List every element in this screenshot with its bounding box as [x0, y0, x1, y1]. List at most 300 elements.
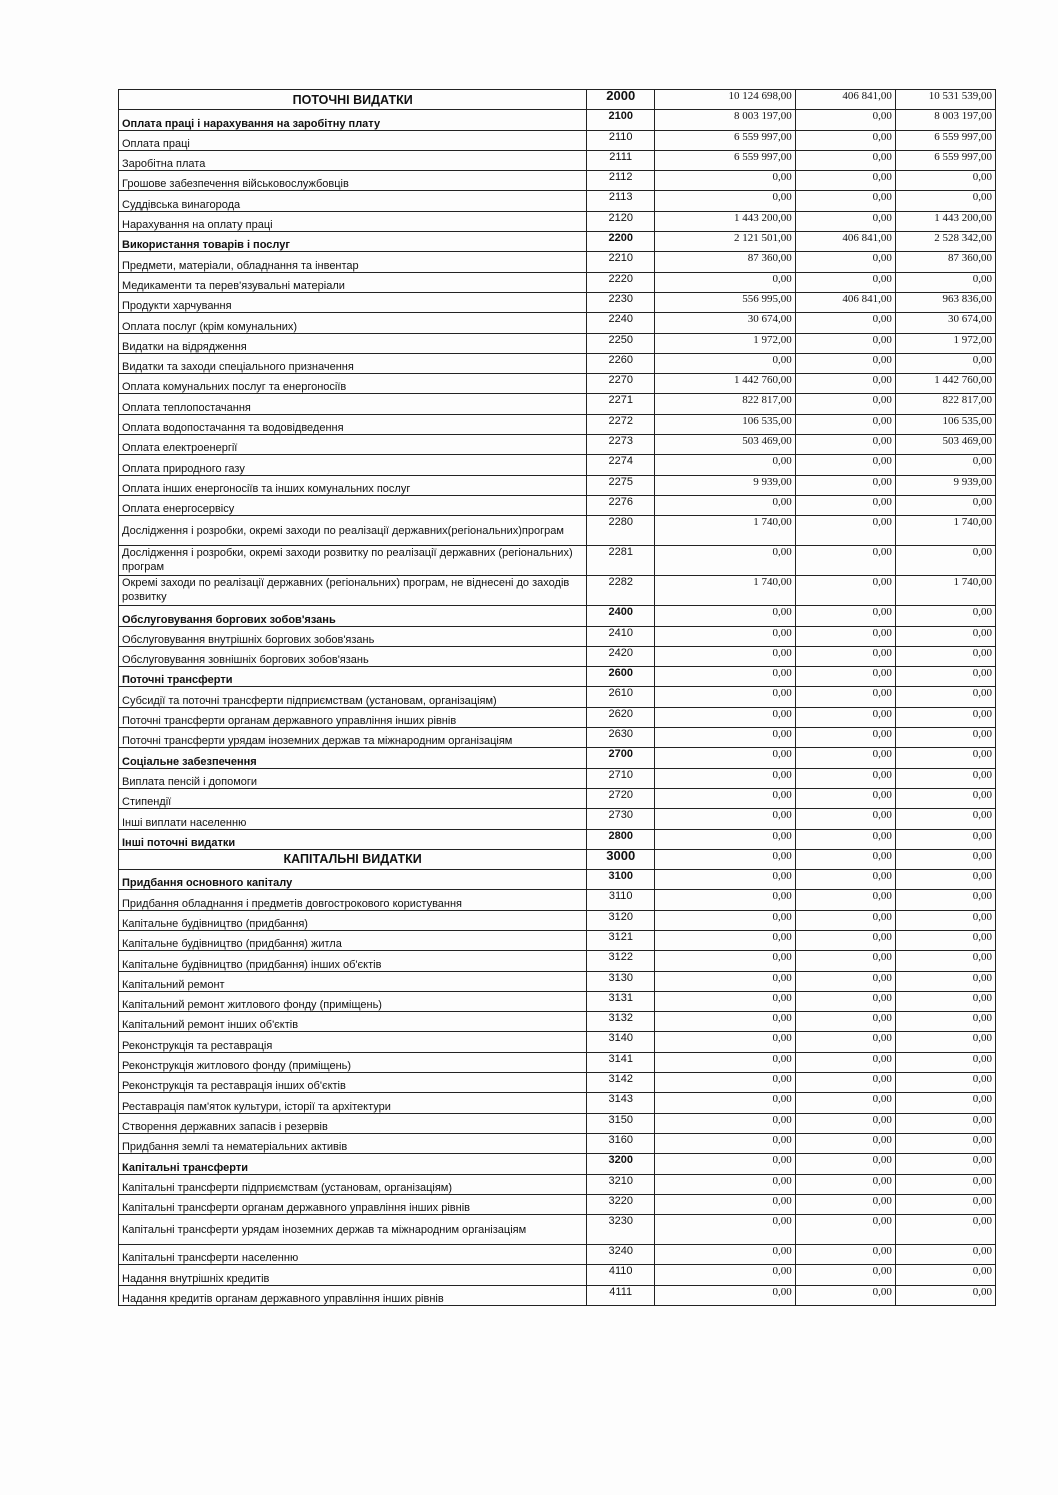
row-code-cell: 2276	[587, 495, 655, 515]
table-row	[119, 829, 996, 849]
row-value-1-cell: 0,00	[655, 1052, 796, 1072]
row-code-cell: 2280	[587, 516, 655, 546]
table-row	[119, 930, 996, 950]
row-value-2-cell: 0,00	[795, 707, 895, 727]
budget-sheet	[118, 89, 996, 1306]
table-row	[119, 687, 996, 707]
row-name-cell: Поточні трансферти органам державного управління інших рівнів	[119, 707, 587, 727]
row-value-1-cell: 0,00	[655, 748, 796, 768]
row-value-1-cell: 0,00	[655, 667, 796, 687]
row-code-cell: 2100	[587, 110, 655, 130]
row-name-cell: Реставрація пам'яток культури, історії та архітектури	[119, 1093, 587, 1113]
row-value-2-cell: 0,00	[795, 1012, 895, 1032]
row-code-cell: 3122	[587, 951, 655, 971]
row-code-cell: 2620	[587, 707, 655, 727]
row-code-cell: 3000	[587, 849, 655, 869]
row-value-1-cell: 8 003 197,00	[655, 110, 796, 130]
row-name-cell: Оплата водопостачання та водовідведення	[119, 414, 587, 434]
row-name-cell: Стипендії	[119, 788, 587, 808]
row-value-3-cell: 0,00	[895, 971, 995, 991]
table-row	[119, 667, 996, 687]
row-value-2-cell: 0,00	[795, 606, 895, 626]
row-value-1-cell: 0,00	[655, 728, 796, 748]
row-code-cell: 2270	[587, 374, 655, 394]
row-code-cell: 2000	[587, 90, 655, 110]
row-value-3-cell: 0,00	[895, 353, 995, 373]
row-value-3-cell: 87 360,00	[895, 252, 995, 272]
row-value-3-cell: 0,00	[895, 829, 995, 849]
row-value-3-cell: 0,00	[895, 495, 995, 515]
table-row	[119, 646, 996, 666]
row-code-cell: 4110	[587, 1265, 655, 1285]
row-name-cell: Інші поточні видатки	[119, 829, 587, 849]
table-row	[119, 1265, 996, 1285]
row-value-2-cell: 0,00	[795, 1174, 895, 1194]
row-value-2-cell: 0,00	[795, 1245, 895, 1265]
row-value-1-cell: 1 442 760,00	[655, 374, 796, 394]
row-value-2-cell: 0,00	[795, 252, 895, 272]
row-name-cell: Використання товарів і послуг	[119, 232, 587, 252]
row-code-cell: 3121	[587, 930, 655, 950]
table-row	[119, 1073, 996, 1093]
row-value-1-cell: 0,00	[655, 809, 796, 829]
row-value-3-cell: 0,00	[895, 1052, 995, 1072]
row-code-cell: 2120	[587, 211, 655, 231]
row-value-3-cell: 1 740,00	[895, 576, 995, 606]
row-code-cell: 3130	[587, 971, 655, 991]
row-value-2-cell: 0,00	[795, 374, 895, 394]
row-value-3-cell: 30 674,00	[895, 313, 995, 333]
row-code-cell: 2710	[587, 768, 655, 788]
row-value-2-cell: 406 841,00	[795, 292, 895, 312]
row-code-cell: 2282	[587, 576, 655, 606]
row-value-2-cell: 0,00	[795, 1194, 895, 1214]
table-row	[119, 495, 996, 515]
row-code-cell: 2273	[587, 435, 655, 455]
row-name-cell: Субсидії та поточні трансферти підприємствам (установам, організаціям)	[119, 687, 587, 707]
table-row	[119, 171, 996, 191]
row-code-cell: 3150	[587, 1113, 655, 1133]
row-code-cell: 2113	[587, 191, 655, 211]
row-name-cell: Створення державних запасів і резервів	[119, 1113, 587, 1133]
row-value-1-cell: 0,00	[655, 870, 796, 890]
table-row	[119, 130, 996, 150]
row-code-cell: 3240	[587, 1245, 655, 1265]
table-row	[119, 150, 996, 170]
row-value-3-cell: 0,00	[895, 191, 995, 211]
row-value-1-cell: 0,00	[655, 1032, 796, 1052]
row-code-cell: 3140	[587, 1032, 655, 1052]
row-value-3-cell: 0,00	[895, 991, 995, 1011]
row-name-cell: Поточні трансферти урядам іноземних держав та міжнародним організаціям	[119, 728, 587, 748]
row-name-cell: Придбання обладнання і предметів довгострокового користування	[119, 890, 587, 910]
row-value-3-cell: 106 535,00	[895, 414, 995, 434]
row-value-2-cell: 0,00	[795, 626, 895, 646]
row-value-2-cell: 0,00	[795, 1265, 895, 1285]
row-name-cell: Капітальний ремонт інших об'єктів	[119, 1012, 587, 1032]
row-code-cell: 2720	[587, 788, 655, 808]
row-code-cell: 2240	[587, 313, 655, 333]
row-value-3-cell: 0,00	[895, 1174, 995, 1194]
row-name-cell: Заробітна плата	[119, 150, 587, 170]
expenditure-table-body	[119, 90, 996, 1306]
row-name-cell: Окремі заходи по реалізації державних (регіональних) програм, не віднесені до заходів розвитку	[119, 576, 587, 606]
table-row	[119, 606, 996, 626]
row-name-cell: Капітальні трансферти підприємствам (установам, організаціям)	[119, 1174, 587, 1194]
table-row	[119, 333, 996, 353]
row-value-2-cell: 0,00	[795, 130, 895, 150]
row-value-3-cell: 6 559 997,00	[895, 130, 995, 150]
row-code-cell: 2110	[587, 130, 655, 150]
table-row	[119, 455, 996, 475]
row-value-3-cell: 10 531 539,00	[895, 90, 995, 110]
row-value-2-cell: 0,00	[795, 211, 895, 231]
row-value-3-cell: 822 817,00	[895, 394, 995, 414]
table-row	[119, 1154, 996, 1174]
table-row	[119, 768, 996, 788]
row-value-2-cell: 0,00	[795, 768, 895, 788]
table-row	[119, 788, 996, 808]
row-value-1-cell: 0,00	[655, 626, 796, 646]
row-value-2-cell: 0,00	[795, 971, 895, 991]
row-value-1-cell: 0,00	[655, 991, 796, 1011]
row-value-1-cell: 0,00	[655, 606, 796, 626]
table-row	[119, 252, 996, 272]
row-code-cell: 2250	[587, 333, 655, 353]
row-code-cell: 2281	[587, 546, 655, 576]
row-value-1-cell: 0,00	[655, 930, 796, 950]
row-code-cell: 2220	[587, 272, 655, 292]
row-value-1-cell: 0,00	[655, 1265, 796, 1285]
table-row	[119, 374, 996, 394]
row-value-2-cell: 0,00	[795, 110, 895, 130]
row-value-1-cell: 0,00	[655, 495, 796, 515]
row-value-3-cell: 0,00	[895, 849, 995, 869]
row-name-cell: Грошове забезпечення військовослужбовців	[119, 171, 587, 191]
row-value-1-cell: 0,00	[655, 1113, 796, 1133]
table-row	[119, 1174, 996, 1194]
row-code-cell: 2730	[587, 809, 655, 829]
row-value-2-cell: 0,00	[795, 455, 895, 475]
row-value-1-cell: 0,00	[655, 353, 796, 373]
row-code-cell: 2111	[587, 150, 655, 170]
row-code-cell: 2610	[587, 687, 655, 707]
row-value-3-cell: 0,00	[895, 1154, 995, 1174]
table-row	[119, 1012, 996, 1032]
row-value-3-cell: 0,00	[895, 768, 995, 788]
row-value-1-cell: 0,00	[655, 1285, 796, 1305]
row-value-1-cell: 2 121 501,00	[655, 232, 796, 252]
row-code-cell: 3200	[587, 1154, 655, 1174]
table-row	[119, 191, 996, 211]
table-row	[119, 1245, 996, 1265]
row-code-cell: 3160	[587, 1133, 655, 1153]
row-value-1-cell: 0,00	[655, 768, 796, 788]
table-row	[119, 1285, 996, 1305]
table-row	[119, 90, 996, 110]
row-value-3-cell: 0,00	[895, 667, 995, 687]
row-code-cell: 2112	[587, 171, 655, 191]
row-value-2-cell: 0,00	[795, 991, 895, 1011]
table-row	[119, 890, 996, 910]
row-value-2-cell: 0,00	[795, 1032, 895, 1052]
row-value-3-cell: 0,00	[895, 788, 995, 808]
row-value-2-cell: 0,00	[795, 313, 895, 333]
row-value-3-cell: 1 442 760,00	[895, 374, 995, 394]
row-value-1-cell: 0,00	[655, 272, 796, 292]
row-code-cell: 3220	[587, 1194, 655, 1214]
row-value-1-cell: 9 939,00	[655, 475, 796, 495]
row-name-cell: Медикаменти та перев'язувальні матеріали	[119, 272, 587, 292]
table-row	[119, 1194, 996, 1214]
row-value-1-cell: 0,00	[655, 707, 796, 727]
row-name-cell: Обслуговування внутрішніх боргових зобов'язань	[119, 626, 587, 646]
row-name-cell: Обслуговування боргових зобов'язань	[119, 606, 587, 626]
row-value-2-cell: 0,00	[795, 1285, 895, 1305]
row-value-3-cell: 0,00	[895, 1215, 995, 1245]
row-value-3-cell: 0,00	[895, 1194, 995, 1214]
row-name-cell: Надання внутрішніх кредитів	[119, 1265, 587, 1285]
row-value-1-cell: 0,00	[655, 687, 796, 707]
table-row	[119, 1113, 996, 1133]
row-value-3-cell: 1 972,00	[895, 333, 995, 353]
row-value-1-cell: 0,00	[655, 546, 796, 576]
row-value-2-cell: 0,00	[795, 516, 895, 546]
row-name-cell: Суддівська винагорода	[119, 191, 587, 211]
row-code-cell: 2700	[587, 748, 655, 768]
row-value-3-cell: 6 559 997,00	[895, 150, 995, 170]
row-value-2-cell: 0,00	[795, 171, 895, 191]
row-name-cell: Оплата комунальних послуг та енергоносіїв	[119, 374, 587, 394]
table-row	[119, 1133, 996, 1153]
row-name-cell: Капітальні трансферти	[119, 1154, 587, 1174]
row-value-2-cell: 0,00	[795, 1113, 895, 1133]
row-value-1-cell: 0,00	[655, 829, 796, 849]
row-name-cell: Реконструкція житлового фонду (приміщень)	[119, 1052, 587, 1072]
table-row	[119, 809, 996, 829]
table-row	[119, 232, 996, 252]
row-value-2-cell: 0,00	[795, 333, 895, 353]
row-value-1-cell: 106 535,00	[655, 414, 796, 434]
row-value-1-cell: 0,00	[655, 1093, 796, 1113]
row-value-2-cell: 0,00	[795, 910, 895, 930]
row-value-1-cell: 10 124 698,00	[655, 90, 796, 110]
row-code-cell: 2272	[587, 414, 655, 434]
row-value-2-cell: 0,00	[795, 414, 895, 434]
row-value-3-cell: 0,00	[895, 728, 995, 748]
row-name-cell: Придбання основного капіталу	[119, 870, 587, 890]
table-row	[119, 971, 996, 991]
table-row	[119, 272, 996, 292]
row-value-2-cell: 0,00	[795, 150, 895, 170]
table-row	[119, 728, 996, 748]
row-name-cell: Реконструкція та реставрація	[119, 1032, 587, 1052]
row-value-2-cell: 0,00	[795, 890, 895, 910]
row-value-2-cell: 0,00	[795, 1052, 895, 1072]
row-value-1-cell: 0,00	[655, 646, 796, 666]
row-value-2-cell: 0,00	[795, 546, 895, 576]
row-value-3-cell: 0,00	[895, 1113, 995, 1133]
row-value-1-cell: 0,00	[655, 191, 796, 211]
row-value-3-cell: 0,00	[895, 951, 995, 971]
row-code-cell: 2400	[587, 606, 655, 626]
table-row	[119, 1032, 996, 1052]
row-value-2-cell: 0,00	[795, 687, 895, 707]
row-value-2-cell: 406 841,00	[795, 90, 895, 110]
row-code-cell: 2210	[587, 252, 655, 272]
row-value-2-cell: 0,00	[795, 849, 895, 869]
row-value-3-cell: 963 836,00	[895, 292, 995, 312]
row-value-2-cell: 0,00	[795, 829, 895, 849]
table-row	[119, 991, 996, 1011]
row-value-3-cell: 0,00	[895, 646, 995, 666]
row-value-3-cell: 0,00	[895, 687, 995, 707]
row-name-cell: Дослідження і розробки, окремі заходи по реалізації державних(регіональних)програм	[119, 516, 587, 546]
row-name-cell: Оплата послуг (крім комунальних)	[119, 313, 587, 333]
table-row	[119, 910, 996, 930]
row-value-1-cell: 0,00	[655, 788, 796, 808]
row-name-cell: Продукти харчування	[119, 292, 587, 312]
row-name-cell: Оплата енергосервісу	[119, 495, 587, 515]
row-value-2-cell: 0,00	[795, 951, 895, 971]
row-value-1-cell: 503 469,00	[655, 435, 796, 455]
row-value-3-cell: 0,00	[895, 1012, 995, 1032]
row-value-1-cell: 0,00	[655, 1174, 796, 1194]
row-name-cell: Обслуговування зовнішніх боргових зобов'язань	[119, 646, 587, 666]
row-value-3-cell: 503 469,00	[895, 435, 995, 455]
row-code-cell: 2260	[587, 353, 655, 373]
row-value-2-cell: 0,00	[795, 870, 895, 890]
row-value-2-cell: 0,00	[795, 394, 895, 414]
row-name-cell: Нарахування на оплату праці	[119, 211, 587, 231]
row-name-cell: Капітальні трансферти урядам іноземних держав та міжнародним організаціям	[119, 1215, 587, 1245]
row-value-2-cell: 0,00	[795, 1093, 895, 1113]
row-code-cell: 3141	[587, 1052, 655, 1072]
row-name-cell: Капітальне будівництво (придбання) інших об'єктів	[119, 951, 587, 971]
row-code-cell: 3100	[587, 870, 655, 890]
row-value-1-cell: 822 817,00	[655, 394, 796, 414]
row-value-2-cell: 0,00	[795, 1154, 895, 1174]
row-value-2-cell: 0,00	[795, 272, 895, 292]
row-value-2-cell: 0,00	[795, 748, 895, 768]
row-name-cell: Оплата праці і нарахування на заробітну плату	[119, 110, 587, 130]
row-value-1-cell: 87 360,00	[655, 252, 796, 272]
row-code-cell: 2230	[587, 292, 655, 312]
row-value-2-cell: 0,00	[795, 728, 895, 748]
row-name-cell: Інші виплати населенню	[119, 809, 587, 829]
row-value-3-cell: 2 528 342,00	[895, 232, 995, 252]
row-name-cell: Виплата пенсій і допомоги	[119, 768, 587, 788]
table-row	[119, 546, 996, 576]
row-code-cell: 2630	[587, 728, 655, 748]
row-name-cell: ПОТОЧНІ ВИДАТКИ	[119, 90, 587, 110]
row-value-2-cell: 0,00	[795, 1073, 895, 1093]
row-name-cell: Оплата теплопостачання	[119, 394, 587, 414]
row-value-1-cell: 0,00	[655, 1215, 796, 1245]
table-row	[119, 951, 996, 971]
row-value-3-cell: 0,00	[895, 1093, 995, 1113]
row-value-3-cell: 0,00	[895, 930, 995, 950]
row-name-cell: Капітальний ремонт житлового фонду (приміщень)	[119, 991, 587, 1011]
row-value-1-cell: 1 972,00	[655, 333, 796, 353]
row-value-1-cell: 1 740,00	[655, 516, 796, 546]
row-code-cell: 2275	[587, 475, 655, 495]
row-value-1-cell: 30 674,00	[655, 313, 796, 333]
row-value-3-cell: 0,00	[895, 809, 995, 829]
row-value-3-cell: 0,00	[895, 626, 995, 646]
row-value-3-cell: 0,00	[895, 546, 995, 576]
table-row	[119, 1093, 996, 1113]
row-value-1-cell: 0,00	[655, 849, 796, 869]
row-value-2-cell: 0,00	[795, 1133, 895, 1153]
row-value-1-cell: 0,00	[655, 910, 796, 930]
row-code-cell: 2271	[587, 394, 655, 414]
row-value-3-cell: 0,00	[895, 1265, 995, 1285]
row-value-1-cell: 6 559 997,00	[655, 150, 796, 170]
row-code-cell: 4111	[587, 1285, 655, 1305]
table-row	[119, 516, 996, 546]
row-code-cell: 3230	[587, 1215, 655, 1245]
row-value-2-cell: 0,00	[795, 788, 895, 808]
table-row	[119, 414, 996, 434]
table-row	[119, 707, 996, 727]
row-name-cell: Капітальні трансферти органам державного управління інших рівнів	[119, 1194, 587, 1214]
row-value-3-cell: 0,00	[895, 606, 995, 626]
row-value-2-cell: 0,00	[795, 475, 895, 495]
row-name-cell: Оплата праці	[119, 130, 587, 150]
row-name-cell: Оплата електроенергії	[119, 435, 587, 455]
row-value-1-cell: 0,00	[655, 890, 796, 910]
row-code-cell: 2600	[587, 667, 655, 687]
row-value-3-cell: 0,00	[895, 455, 995, 475]
table-row	[119, 313, 996, 333]
row-value-2-cell: 0,00	[795, 667, 895, 687]
row-value-1-cell: 0,00	[655, 1133, 796, 1153]
expenditure-table	[118, 89, 996, 1306]
row-name-cell: Предмети, матеріали, обладнання та інвентар	[119, 252, 587, 272]
row-value-3-cell: 0,00	[895, 707, 995, 727]
row-value-3-cell: 0,00	[895, 1032, 995, 1052]
table-row	[119, 626, 996, 646]
row-name-cell: Надання кредитів органам державного управління інших рівнів	[119, 1285, 587, 1305]
row-name-cell: Видатки на відрядження	[119, 333, 587, 353]
table-row	[119, 870, 996, 890]
row-value-1-cell: 1 443 200,00	[655, 211, 796, 231]
row-value-3-cell: 0,00	[895, 1133, 995, 1153]
row-value-1-cell: 0,00	[655, 951, 796, 971]
row-value-1-cell: 0,00	[655, 455, 796, 475]
row-value-2-cell: 406 841,00	[795, 232, 895, 252]
row-value-2-cell: 0,00	[795, 576, 895, 606]
row-value-3-cell: 0,00	[895, 1285, 995, 1305]
row-code-cell: 3142	[587, 1073, 655, 1093]
row-value-3-cell: 0,00	[895, 1245, 995, 1265]
row-value-2-cell: 0,00	[795, 1215, 895, 1245]
row-name-cell: Соціальне забезпечення	[119, 748, 587, 768]
table-row	[119, 576, 996, 606]
table-row	[119, 748, 996, 768]
row-code-cell: 3131	[587, 991, 655, 1011]
row-code-cell: 2800	[587, 829, 655, 849]
row-value-1-cell: 6 559 997,00	[655, 130, 796, 150]
row-code-cell: 2420	[587, 646, 655, 666]
row-code-cell: 3120	[587, 910, 655, 930]
row-value-1-cell: 0,00	[655, 171, 796, 191]
row-value-2-cell: 0,00	[795, 191, 895, 211]
row-value-3-cell: 0,00	[895, 910, 995, 930]
table-row	[119, 849, 996, 869]
row-name-cell: Капітальне будівництво (придбання)	[119, 910, 587, 930]
